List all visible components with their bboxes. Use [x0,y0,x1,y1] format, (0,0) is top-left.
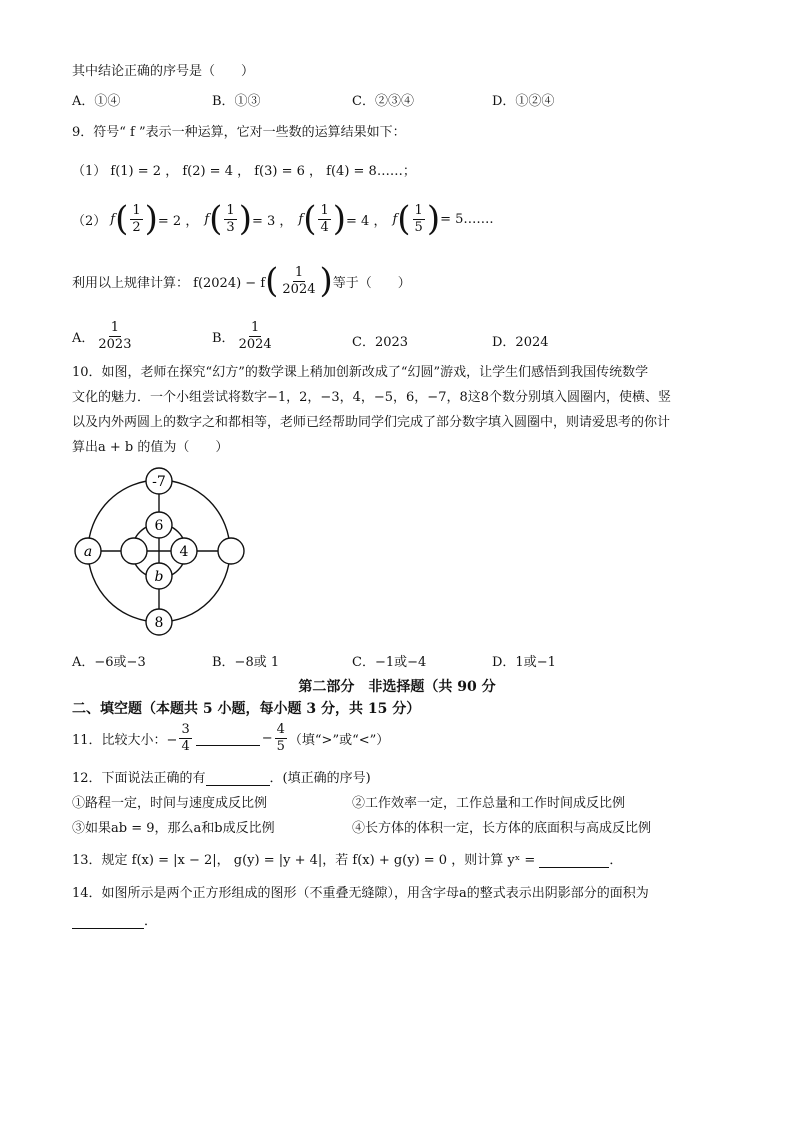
q14-text: 14．如图所示是两个正方形组成的图形（不重叠无缝隙），用含字母a的整式表示出阴影部分的面积为 [72,886,649,901]
node-right [218,538,244,564]
q9-value-4: = 5……. [440,211,494,227]
q11 [72,722,389,755]
q10-line-1: 10．如图，老师在探究“幻方”的数学课上稍加创新改成了“幻圆”游戏，让学生们感悟到我国传统数学 [72,365,649,380]
node-inner-top-label: 6 [154,518,164,534]
q8-option-d[interactable]: D．①②④ [492,94,555,109]
q12-item-2: ②工作效率一定，工作总量和工作时间成反比例 [352,796,626,811]
q14-end: ． [144,914,158,929]
q14-answer [72,910,157,929]
q10-option-d[interactable]: D．1或−1 [492,655,556,670]
q11-fraction-2: $\frac{4}{5}$ [276,722,285,754]
q12-item-1: ①路程一定，时间与速度成反比例 [72,796,268,811]
q9-fraction-3: $\frac{1}{4}$ [320,202,329,235]
q12-item-3: ③如果ab = 9，那么a和b成反比例 [72,821,275,836]
node-inner-left [121,538,147,564]
q9-line1: （1） f(1) = 2 ， f(2) = 4 ， f(3) = 6 ， f(4) = 8……； [72,164,416,179]
q10-option-c[interactable]: C．−1或−4 [352,655,427,670]
node-top-label: -7 [152,474,166,490]
q9-value-2: = 3 ， [251,213,293,229]
q10-line-3: 以及内外两圆上的数字之和都相等，老师已经帮助同学们完成了部分数字填入圆圈中，则请爱思考的你计 [72,415,671,430]
q10-line-4: 算出a + b 的值为（ ） [72,440,229,455]
q11-prefix: 11．比较大小：− [72,733,178,748]
q9-calc: 利用以上规律计算： f(2024) − f ( $\frac{1}{2024}$ ) 等于（ ） [72,261,411,301]
q9-value-3: = 4 ， [346,213,387,229]
q12-stem-text: 12．下面说法正确的有 [72,771,206,786]
q11-answer-blank[interactable] [196,731,260,746]
q9-line2: （2） f ( $\frac{1}{2}$ ) = 2 ， f ( $\frac{1}{3}$ ) = 3 ， f ( $\frac{1}{4}$ ) = 4 ， f ( $\frac{1}{5}$ ) = 5……. [72,199,494,239]
q12-answer-blank[interactable] [206,771,270,786]
q11-minus: − [261,731,273,746]
q8-option-b[interactable]: B．①③ [212,94,261,109]
q8-option-c[interactable]: C．②③④ [352,94,414,109]
q11-fraction-1: $\frac{3}{4}$ [181,722,190,754]
q9-option-c[interactable]: C．2023 [352,335,409,350]
q10-option-a[interactable]: A．−6或−3 [72,655,146,670]
q13 [72,849,622,868]
q8-stem: 其中结论正确的序号是（ ） [72,64,255,79]
q9-line2-prefix: （2） [72,213,107,229]
q14-answer-blank[interactable] [72,914,144,929]
q13-text: 13．规定 f(x) = |x − 2|， g(y) = |y + 4|，若 f(x) + g(y) = 0 ，则计算 yˣ = [72,853,536,868]
magic-circle-diagram [70,464,260,642]
q9-calc-prefix: 利用以上规律计算： f(2024) − f [72,275,266,291]
q9-calc-fraction: $\frac{1}{2024}$ [282,264,316,297]
node-left-label: a [83,544,93,560]
q9-fraction-2: $\frac{1}{3}$ [226,202,235,235]
node-inner-right-label: 4 [179,544,189,560]
q9-option-a[interactable]: A． $\frac{1}{2023}$ [72,320,132,352]
q9-stem: 9．符号“ f ”表示一种运算，它对一些数的运算结果如下： [72,125,406,140]
q13-answer-blank[interactable] [539,853,609,868]
q9-calc-suffix: 等于（ ） [332,275,411,291]
part2-title: 第二部分 非选择题（共 90 分 [298,679,496,695]
node-inner-bottom-label: b [154,569,164,585]
q12-item-4: ④长方体的体积一定，长方体的底面积与高成反比例 [352,821,652,836]
q8-option-a[interactable]: A．①④ [72,94,121,109]
section2-title: 二、填空题（本题共 5 小题，每小题 3 分，共 15 分） [72,701,421,717]
q13-end: ． [609,853,623,868]
q12-stem-suffix: ．(填正确的序号) [269,771,371,786]
node-bottom-label: 8 [154,615,164,631]
q12-stem [72,767,371,786]
q10-line-2: 文化的魅力．一个小组尝试将数字−1，2，−3，4，−5，6，−7，8这8个数分别填入圆圈内，使横、竖 [72,390,672,405]
q11-suffix: （填“>”或“<”） [288,733,390,748]
q9-option-b[interactable]: B． $\frac{1}{2024}$ [212,320,272,352]
q9-fraction-1: $\frac{1}{2}$ [132,202,141,235]
q10-option-b[interactable]: B．−8或 1 [212,655,280,670]
q9-fraction-4: $\frac{1}{5}$ [414,202,423,235]
q9-value-1: = 2 ， [157,213,199,229]
q9-option-d[interactable]: D．2024 [492,335,549,350]
